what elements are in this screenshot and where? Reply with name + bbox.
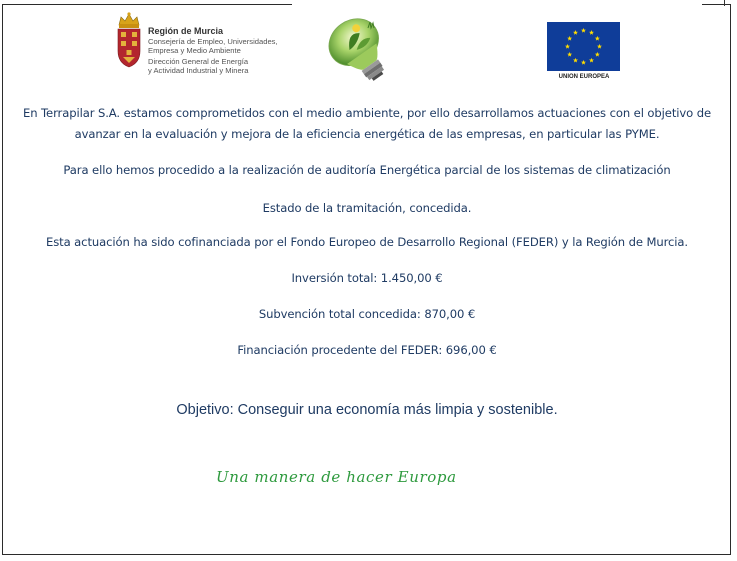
intro-paragraph: En Terrapilar S.A. estamos comprometidos con el medio ambiente, por ello desarrollamos actuaciones con el objetivo de avanzar en la evaluación y mejora de la eficiencia energética de las empresas, en particular las PYME. (22, 106, 712, 141)
corner-tick (724, 0, 725, 6)
investment-total: Inversión total: 1.450,00 € (291, 271, 443, 285)
murcia-line-1: Consejería de Empleo, Universidades, (148, 37, 278, 46)
feder-slogan: Una manera de hacer Europa (216, 468, 457, 486)
murcia-title: Región de Murcia (148, 26, 224, 36)
subsidy-total: Subvención total concedida: 870,00 € (258, 307, 476, 321)
eu-logo (546, 22, 622, 82)
murcia-line-3: Dirección General de Energía (148, 57, 249, 66)
eu-caption: UNION EUROPEA (558, 74, 610, 80)
murcia-line-4: y Actividad Industrial y Minera (148, 66, 249, 75)
eu-flag-icon (547, 22, 620, 71)
cofinance-text: Esta actuación ha sido cofinanciada por el Fondo Europeo de Desarrollo Regional (FEDER) y la Región de Murcia. (45, 235, 689, 249)
region-murcia-logo (114, 11, 294, 81)
murcia-line-2: Empresa y Medio Ambiente (148, 46, 241, 55)
frame-top-gap (292, 0, 702, 8)
objective-statement: Objetivo: Conseguir una economía más limpia y sostenible. (176, 402, 558, 418)
status-text: Estado de la tramitación, concedida. (262, 201, 472, 215)
eco-lightbulb-icon (308, 18, 400, 88)
action-paragraph: Para ello hemos procedido a la realización de auditoría Energética parcial de los sistemas de climatización (63, 163, 671, 177)
feder-financing: Financiación procedente del FEDER: 696,00 € (237, 343, 497, 357)
murcia-crest-icon (114, 11, 144, 71)
